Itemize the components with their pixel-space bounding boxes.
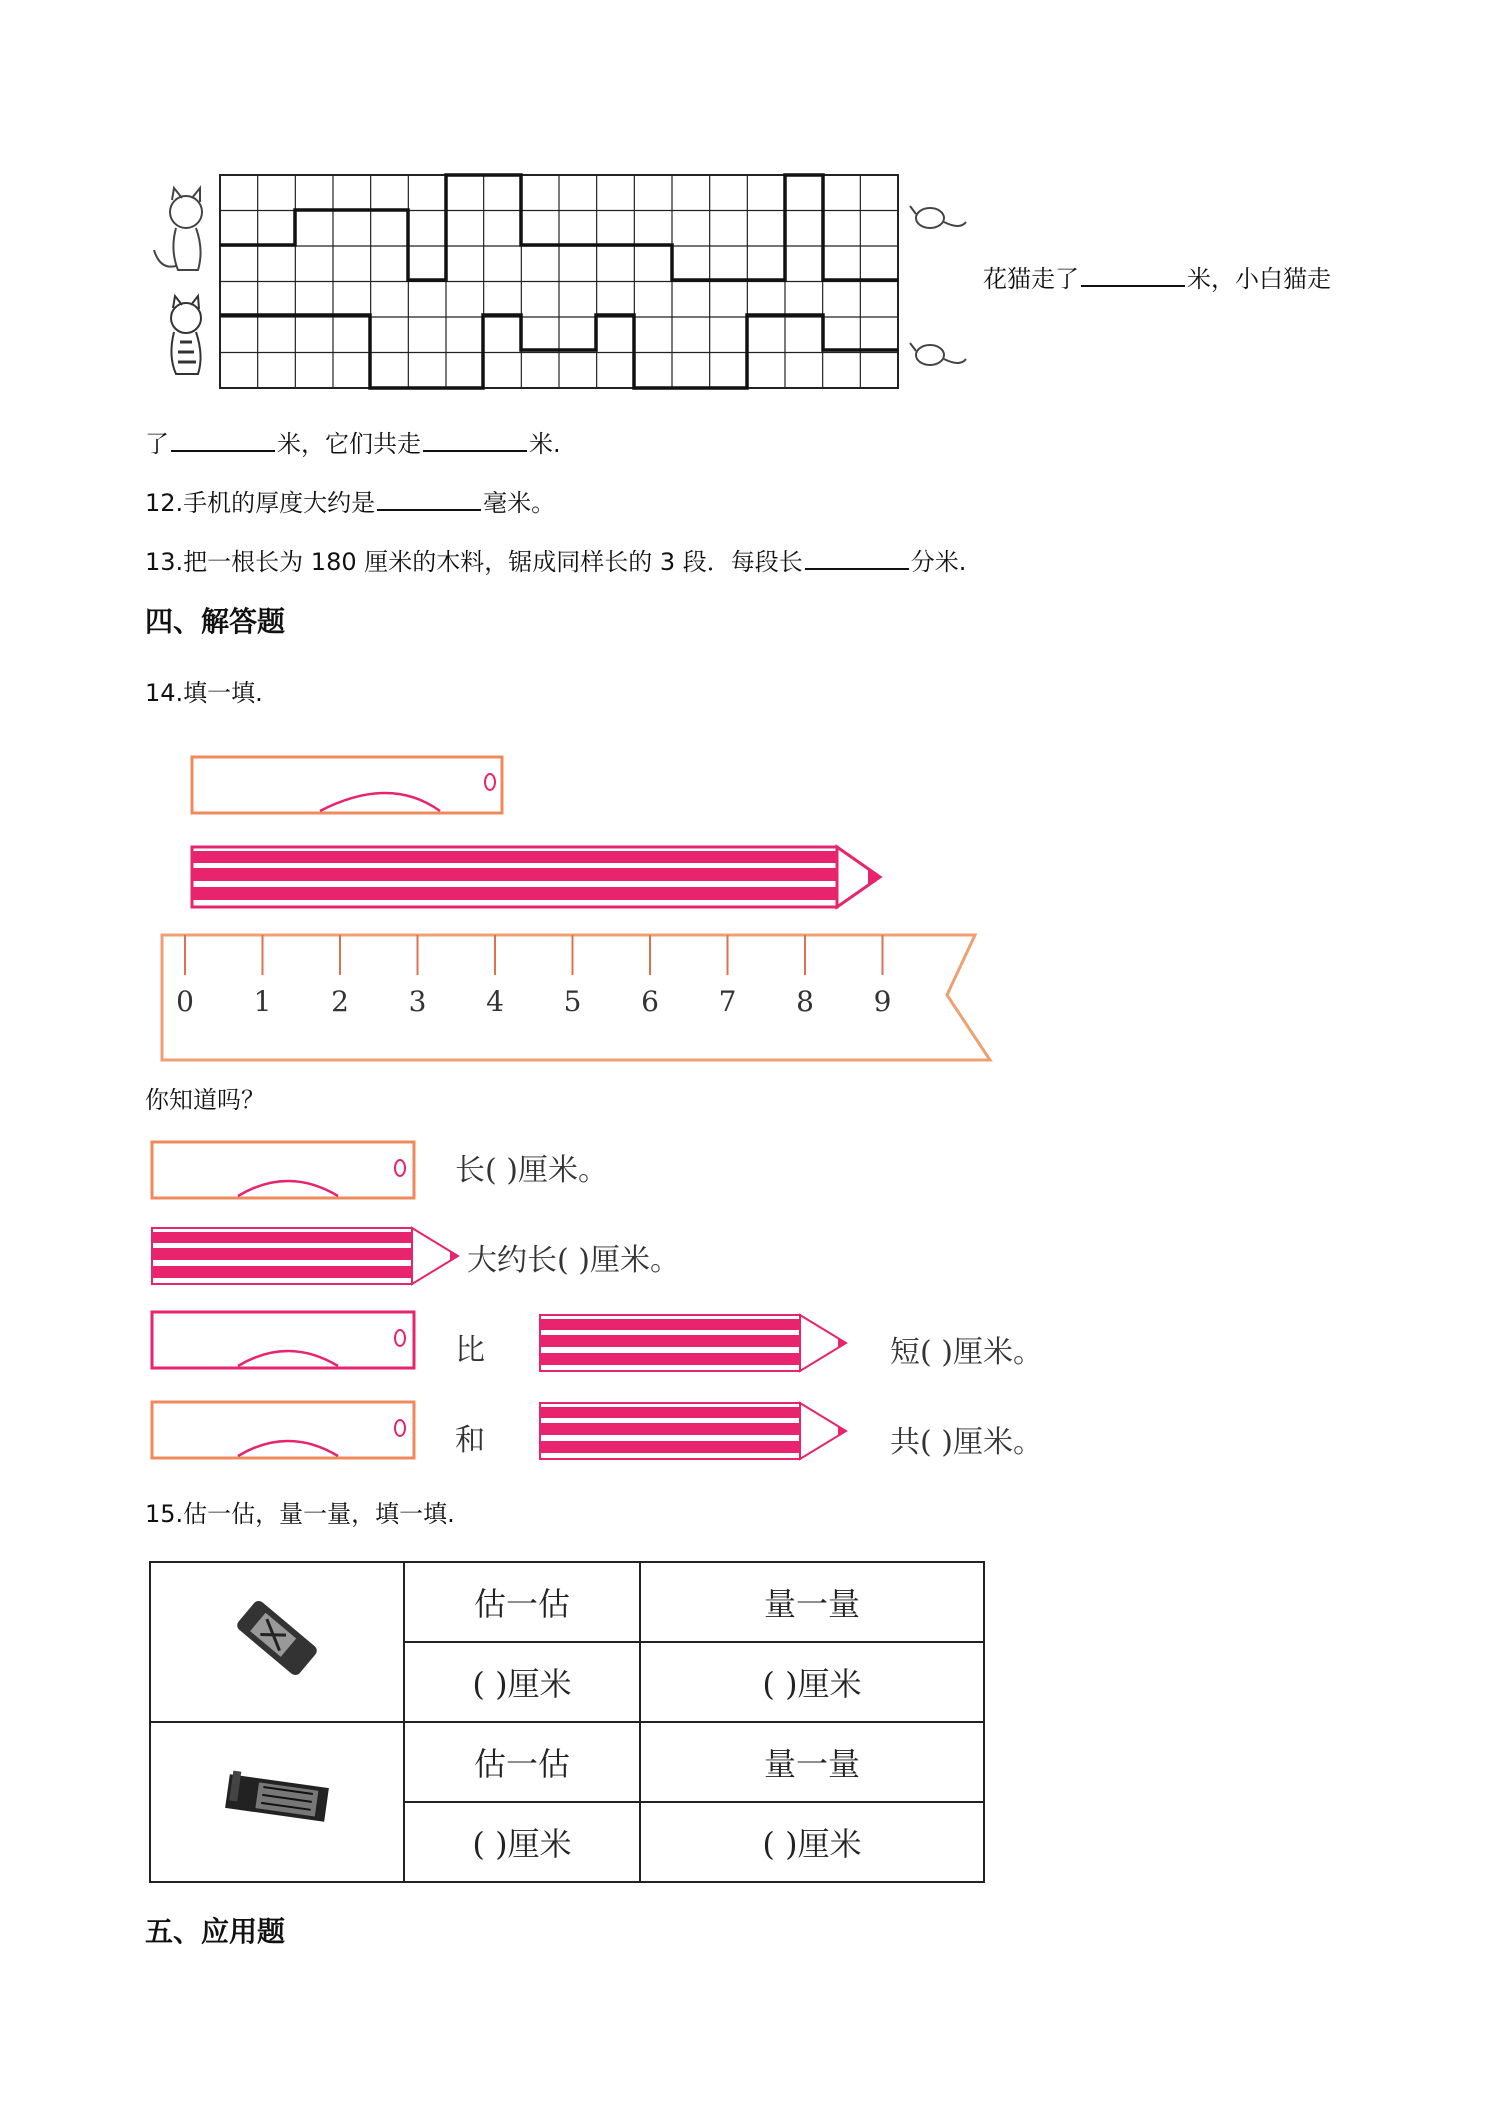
object-cell [150, 1722, 404, 1882]
shorter-text: 短( )厘米。 [890, 1335, 1043, 1370]
flower-cat-icon [154, 188, 202, 270]
ruler [162, 935, 990, 1060]
know-prompt: 你知道吗？ [145, 1086, 265, 1114]
eraser [152, 1142, 414, 1198]
eraser [152, 1312, 414, 1368]
pencil [540, 1403, 846, 1459]
q12: 12.手机的厚度大约是 毫米。 [145, 489, 556, 517]
pencil [192, 847, 880, 907]
white-cat-icon [171, 296, 201, 374]
object-cell [150, 1562, 404, 1722]
sharpener-icon [212, 1753, 342, 1843]
answer-blank[interactable] [377, 487, 481, 511]
q14-title: 14.填一填. [145, 679, 263, 707]
pencil [152, 1228, 458, 1284]
eraser-pencil-ruler [150, 755, 1010, 1070]
ruler-tick-label: 7 [718, 985, 737, 1018]
measure-header: 量一量 [640, 1562, 984, 1642]
ruler-tick-label: 9 [873, 985, 892, 1018]
measure-header: 量一量 [640, 1722, 984, 1802]
q11-line1: 花猫走了 米，小白猫走 [983, 265, 1331, 293]
answer-blank[interactable] [1081, 263, 1185, 287]
section-5-heading: 五、应用题 [145, 1915, 286, 1948]
eraser [192, 757, 502, 813]
q11-line2: 了 米，它们共走 米. [145, 430, 561, 458]
and-word: 和 [455, 1423, 485, 1458]
ruler-tick-label: 1 [253, 985, 272, 1018]
ruler-tick-label: 5 [563, 985, 582, 1018]
cat-path-grid [140, 170, 980, 400]
eraser-length-text: 长( )厘米。 [455, 1153, 608, 1188]
ruler-tick-label: 8 [796, 985, 814, 1018]
estimate-answer[interactable]: ( )厘米 [404, 1642, 640, 1722]
answer-blank[interactable] [423, 428, 527, 452]
eraser-icon [222, 1588, 332, 1688]
eraser [152, 1402, 414, 1458]
estimate-header: 估一估 [404, 1562, 640, 1642]
answer-blank[interactable] [805, 546, 909, 570]
ruler-tick-label: 6 [641, 985, 659, 1018]
estimate-answer[interactable]: ( )厘米 [404, 1802, 640, 1882]
mouse-icon [910, 343, 966, 365]
q15-title: 15.估一估，量一量，填一填. [145, 1500, 455, 1528]
answer-blank[interactable] [171, 428, 275, 452]
ruler-tick-label: 2 [331, 985, 349, 1018]
mouse-icon [910, 206, 966, 228]
compare-word: 比 [455, 1333, 485, 1368]
section-4-heading: 四、解答题 [145, 605, 286, 638]
comparison-figures [148, 1140, 868, 1480]
pencil-length-text: 大约长( )厘米。 [467, 1243, 680, 1278]
q13: 13.把一根长为 180 厘米的木料，锯成同样长的 3 段．每段长 分米. [145, 548, 967, 576]
ruler-tick-label: 0 [176, 985, 194, 1018]
grid [220, 175, 898, 388]
ruler-tick-label: 3 [408, 985, 427, 1018]
estimate-header: 估一估 [404, 1722, 640, 1802]
measure-answer[interactable]: ( )厘米 [640, 1802, 984, 1882]
pencil [540, 1315, 846, 1371]
ruler-tick-label: 4 [486, 985, 504, 1018]
measure-answer[interactable]: ( )厘米 [640, 1642, 984, 1722]
total-text: 共( )厘米。 [890, 1425, 1043, 1460]
estimate-measure-table [149, 1561, 985, 1883]
